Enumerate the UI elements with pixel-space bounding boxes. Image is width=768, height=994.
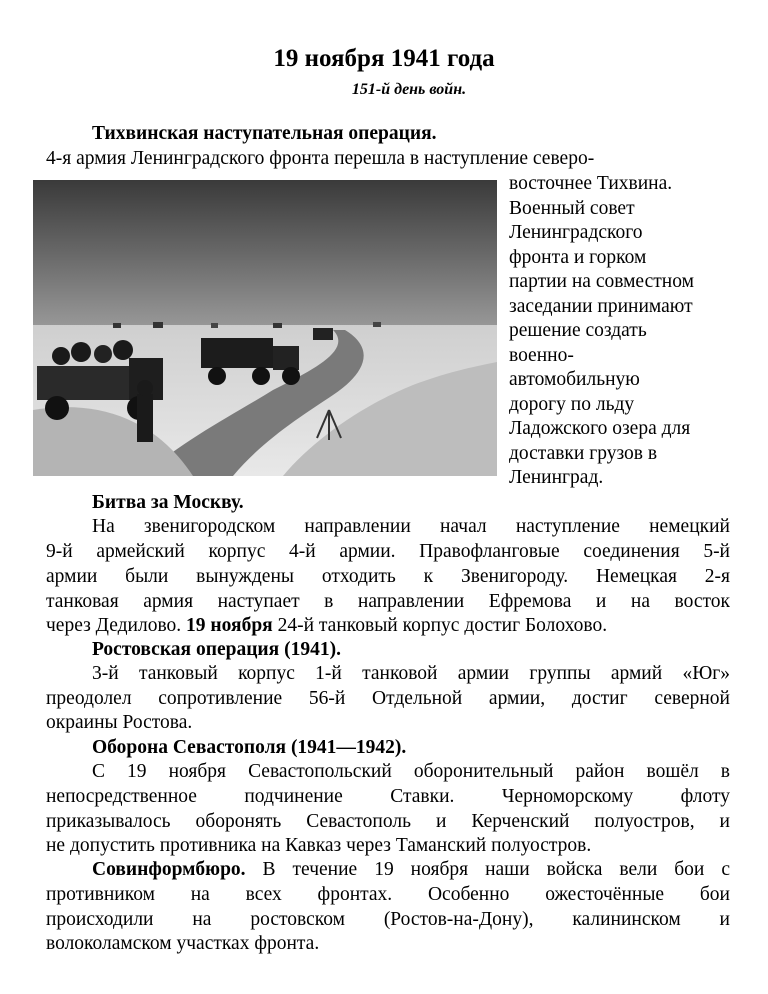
text-line	[92, 858, 730, 882]
text-line: приказывалось оборонять Севастополь и Керченский полуостров, и	[46, 811, 730, 832]
section-heading-moscow: Битва за Москву.	[92, 492, 244, 513]
text-line: автомобильную	[509, 369, 640, 390]
text-line: преодолел сопротивление 56-й Отдельной армии, достиг северной	[46, 688, 730, 709]
text-line: решение создать	[509, 320, 647, 341]
text-line: Ленинградского	[509, 222, 643, 243]
text-span: В течение 19 ноября наши войска вели бои с	[245, 859, 730, 880]
text-line: танковая армия наступает в направлении Ефремова и на восток	[46, 591, 730, 612]
text-line: непосредственное подчинение Ставки. Черноморскому флоту	[46, 786, 730, 807]
photo-ice-road-trucks	[33, 180, 497, 476]
section-heading-sevastopol: Оборона Севастополя (1941—1942).	[92, 737, 407, 758]
text-line: военно-	[509, 344, 574, 366]
page-title: 19 ноября 1941 года	[273, 45, 495, 72]
text-line: происходили на ростовском (Ростов-на-Дону), калининском и	[46, 909, 730, 930]
text-line: 9-й армейский корпус 4-й армии. Правофланговые соединения 5-й	[46, 541, 730, 562]
text-line: С 19 ноября Севастопольский оборонительный район вошёл в	[92, 761, 730, 782]
page-subtitle: 151-й день войн.	[351, 81, 467, 98]
text-line: дорогу по льду	[509, 393, 635, 415]
date-emphasis: 19 ноября	[186, 615, 273, 636]
text-line: противником на всех фронтах. Особенно ожесточённые бои	[46, 884, 730, 905]
text-line: армии были вынуждены отходить к Звенигороду. Немецкая 2-я	[46, 566, 730, 587]
text-line: 3-й танковый корпус 1-й танковой армии группы армий «Юг»	[92, 663, 730, 684]
section-heading-rostov: Ростовская операция (1941).	[92, 639, 341, 660]
text-line: Военный совет	[509, 197, 635, 219]
text-line	[46, 614, 607, 638]
text-line: восточнее Тихвина.	[509, 173, 673, 194]
section-heading-sovinform: Совинформбюро.	[92, 859, 246, 880]
text-line: На звенигородском направлении начал наступление немецкий	[92, 516, 730, 537]
text-span: через Дедилово.	[46, 615, 187, 636]
text-line: заседании принимают	[509, 295, 693, 317]
photo-image	[33, 180, 497, 476]
text-line: Ладожского озера для	[509, 418, 691, 439]
text-line: фронта и горком	[509, 246, 647, 268]
text-line: Ленинград.	[509, 467, 604, 488]
text-line: доставки грузов в	[509, 442, 658, 464]
section-heading-tikhvin: Тихвинская наступательная операция.	[92, 123, 437, 144]
text-line: не допустить противника на Кавказ через Таманский полуостров.	[46, 835, 592, 856]
text-line: 4-я армия Ленинградского фронта перешла в наступление северо-	[46, 148, 595, 169]
text-line: партии на совместном	[509, 271, 694, 292]
text-line: волоколамском участках фронта.	[46, 933, 320, 954]
text-line: окраины Ростова.	[46, 712, 193, 733]
text-span: 24-й танковый корпус достиг Болохово.	[272, 615, 608, 636]
